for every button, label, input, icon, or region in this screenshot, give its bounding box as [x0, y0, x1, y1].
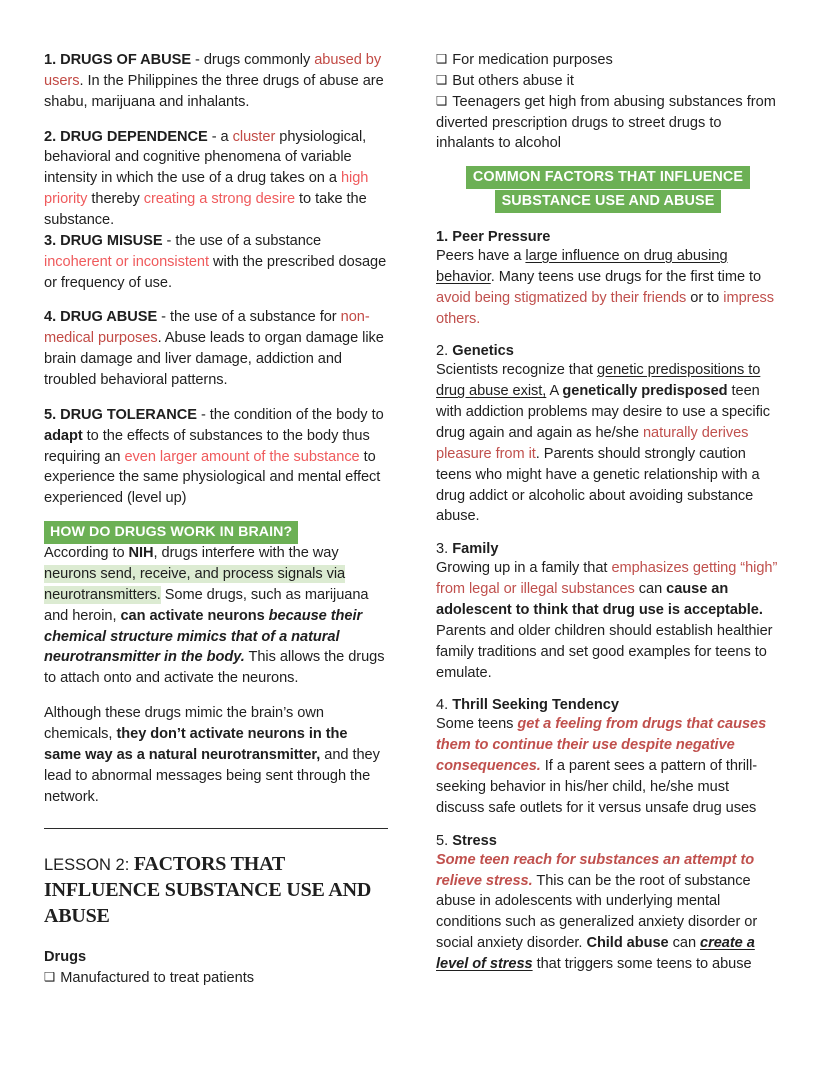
- text-segment: . In the Philippines the three drugs of abuse are shabu, marijuana and inhalants.: [44, 72, 384, 110]
- factor-heading-peer-pressure: [436, 229, 780, 245]
- green-highlighted-text: neurons send, receive, and process signals via neurotransmitters.: [44, 566, 346, 603]
- bold-italic-segment: because their chemical structure mimics that of a natural neurotransmitter in the body.: [44, 607, 363, 666]
- factor-body-peer-pressure: [436, 246, 780, 329]
- text-segment: Although these drugs mimic the brain’s own chemicals,: [44, 705, 324, 743]
- text-segment: . Parents should strongly caution teens who might have a genetic relationship with a drug addict or alcoholic about avoiding substance abuse.: [436, 445, 760, 525]
- section-tag-how-drugs-work: [44, 523, 388, 541]
- text-segment: to experience the same physiological and mental effect experienced (level up): [44, 448, 381, 507]
- section-divider: [44, 828, 388, 829]
- underlined-text: genetic predispositions to drug abuse exist,: [436, 362, 761, 400]
- list-item: [436, 71, 780, 92]
- text-segment: Some teens: [436, 716, 518, 733]
- highlight-red-text: emphasizes getting “high” from legal or illegal substances: [436, 560, 778, 598]
- term-label: 1. DRUGS OF ABUSE: [44, 52, 191, 68]
- highlight-red-text: non-medical purposes: [44, 309, 370, 347]
- text-segment: that triggers some teens to abuse: [532, 956, 752, 973]
- banner-line-2: [436, 190, 780, 213]
- green-banner-common-factors: [436, 166, 780, 213]
- highlight-red-text: incoherent or inconsistent: [44, 253, 210, 270]
- bold-segment: Child abuse: [586, 935, 669, 952]
- checkbox-bullet-icon: ❑: [436, 51, 448, 66]
- text-segment: According to: [44, 545, 129, 562]
- factor-heading-family: [436, 541, 780, 557]
- text-segment: Parents and older children should establish healthier family traditions and set good examples for teens to emulate.: [436, 622, 773, 681]
- checkbox-bullet-icon: ❑: [44, 968, 56, 984]
- factor-number: 5.: [436, 832, 449, 849]
- paragraph-abnormal-messages: [44, 703, 388, 807]
- dash: -: [157, 309, 170, 326]
- text-segment: the use of a substance for: [169, 309, 341, 326]
- bold-segment: they don’t activate neurons in the same way as a natural neurotransmitter,: [44, 726, 348, 763]
- bold-segment: can activate neurons: [120, 607, 269, 624]
- paragraph-brain-mechanism: [44, 543, 388, 689]
- text-segment: the use of a substance: [175, 232, 322, 249]
- text-segment: with the prescribed dosage or frequency of use.: [44, 253, 387, 291]
- factor-number: 1.: [436, 228, 449, 245]
- bold-segment: adapt: [44, 427, 83, 444]
- right-column: [436, 50, 780, 989]
- factor-name: Stress: [448, 832, 497, 849]
- text-segment: thereby: [87, 191, 144, 208]
- list-item: [44, 968, 388, 989]
- red-italic-text: Some teen reach for substances an attempt to relieve stress.: [436, 851, 755, 889]
- green-banner-label: HOW DO DRUGS WORK IN BRAIN?: [44, 521, 298, 544]
- text-segment: a: [220, 128, 233, 145]
- list-item-label: But others abuse it: [452, 72, 574, 89]
- highlight-red-text: avoid being stigmatized by their friends: [436, 289, 687, 306]
- definition-drug-abuse: [44, 307, 388, 390]
- text-segment: If a parent sees a pattern of thrill-seeking behavior in his/her child, he/she must discuss safe outlets for it versus unsafe drug uses: [436, 758, 758, 816]
- list-item-label: For medication purposes: [452, 52, 613, 68]
- factor-heading-thrill-seeking: [436, 697, 780, 713]
- factor-body-stress: [436, 850, 780, 975]
- lesson-prefix: LESSON 2:: [44, 855, 134, 874]
- text-segment: Some drugs, such as marijuana and heroin,: [44, 586, 369, 624]
- text-segment: Growing up in a family that: [436, 560, 612, 577]
- factor-heading-stress: [436, 833, 780, 849]
- factor-body-genetics: [436, 360, 780, 527]
- underlined-text: large influence on drug abusing behavior: [436, 247, 728, 285]
- bold-segment: genetically predisposed: [562, 383, 728, 400]
- subheading-drugs: Drugs: [44, 948, 87, 965]
- factor-number: 4.: [436, 697, 449, 714]
- text-segment: drugs commonly: [203, 52, 315, 68]
- list-item-label: Manufactured to treat patients: [60, 969, 255, 986]
- lesson-heading: [44, 851, 388, 929]
- factor-number: 3.: [436, 541, 449, 558]
- text-segment: . Many teens use drugs for the first time to: [490, 268, 762, 285]
- text-segment: can: [634, 581, 667, 598]
- factor-heading-genetics: [436, 343, 780, 359]
- text-segment: . Abuse leads to organ damage like brain damage and liver damage, addiction and troubled behavioral patterns.: [44, 330, 384, 389]
- definition-drug-dependence: [44, 127, 388, 231]
- text-segment: and they lead to abnormal messages being sent through the network.: [44, 746, 380, 805]
- banner-line-1: [436, 166, 780, 189]
- term-label: 3. DRUG MISUSE: [44, 232, 163, 249]
- text-segment: This allows the drugs to attach onto and activate the neurons.: [44, 649, 385, 687]
- text-segment: physiological, behavioral and cognitive phenomena of variable intensity in which the use of a drug takes on a: [44, 128, 367, 187]
- highlight-red-text: creating a strong desire: [143, 191, 296, 208]
- list-item-label: Teenagers get high from abusing substances from diverted prescription drugs to street drugs to inhalants to alcohol: [436, 93, 776, 152]
- definition-drug-misuse: [44, 231, 388, 294]
- list-item: [436, 92, 780, 155]
- highlight-red-text: naturally derives pleasure from it: [436, 424, 749, 462]
- text-segment: This can be the root of substance abuse in adolescents with underlying mental conditions such as generalized anxiety disorder or social anxiety disorder.: [436, 872, 758, 952]
- term-label: 4. DRUG ABUSE: [44, 309, 158, 326]
- banner-text: COMMON FACTORS THAT INFLUENCE: [466, 166, 750, 189]
- text-segment: Scientists recognize that: [436, 362, 597, 379]
- dash: -: [207, 128, 221, 145]
- checkbox-bullet-icon: ❑: [436, 71, 448, 87]
- highlight-red-text: impress others.: [436, 289, 775, 327]
- text-segment: or to: [686, 289, 724, 306]
- list-item: [436, 50, 780, 71]
- dash: -: [162, 232, 176, 249]
- highlight-red-text: cluster: [232, 128, 276, 145]
- highlight-red-text: high priority: [44, 170, 369, 208]
- red-italic-text: get a feeling from drugs that causes them to continue their use despite negative consequences.: [436, 716, 767, 775]
- left-column: [44, 50, 388, 988]
- term-label: 2. DRUG DEPENDENCE: [44, 128, 208, 145]
- factor-number: 2.: [436, 343, 449, 360]
- factor-name: Thrill Seeking Tendency: [448, 697, 620, 714]
- text-segment: teen with addiction problems may desire to use a specific drug again and again as he/she: [436, 383, 771, 441]
- factor-body-thrill-seeking: [436, 714, 780, 818]
- two-column-layout: [44, 50, 784, 989]
- factor-body-family: [436, 558, 780, 683]
- text-segment: , drugs interfere with the way: [153, 545, 339, 562]
- text-segment: to take the substance.: [44, 191, 367, 229]
- factor-name: Genetics: [448, 343, 514, 360]
- lesson-title: FACTORS THAT INFLUENCE SUBSTANCE USE AND ABUSE: [44, 852, 372, 927]
- dash: -: [196, 406, 210, 423]
- text-segment: the condition of the body to: [209, 406, 384, 423]
- banner-text: SUBSTANCE USE AND ABUSE: [495, 190, 722, 213]
- checkbox-bullet-icon: ❑: [436, 92, 448, 108]
- factor-name: Peer Pressure: [448, 228, 551, 245]
- dash: -: [191, 52, 204, 68]
- highlight-red-text: even larger amount of the substance: [124, 448, 360, 465]
- text-segment: A: [546, 383, 563, 400]
- factor-name: Family: [448, 541, 499, 558]
- text-segment: to the effects of substances to the body thus requiring an: [44, 427, 370, 465]
- definition-drugs-of-abuse: [44, 50, 388, 113]
- text-segment: can: [668, 935, 701, 952]
- bold-segment-nih: NIH: [128, 545, 154, 562]
- underlined-bold-italic-text: create a level of stress: [436, 935, 755, 973]
- highlight-red-text: abused by users: [44, 52, 382, 89]
- definition-drug-tolerance: [44, 405, 388, 509]
- text-segment: Peers have a: [436, 247, 526, 264]
- bold-segment: cause an adolescent to think that drug use is acceptable.: [436, 581, 763, 618]
- term-label: 5. DRUG TOLERANCE: [44, 406, 197, 423]
